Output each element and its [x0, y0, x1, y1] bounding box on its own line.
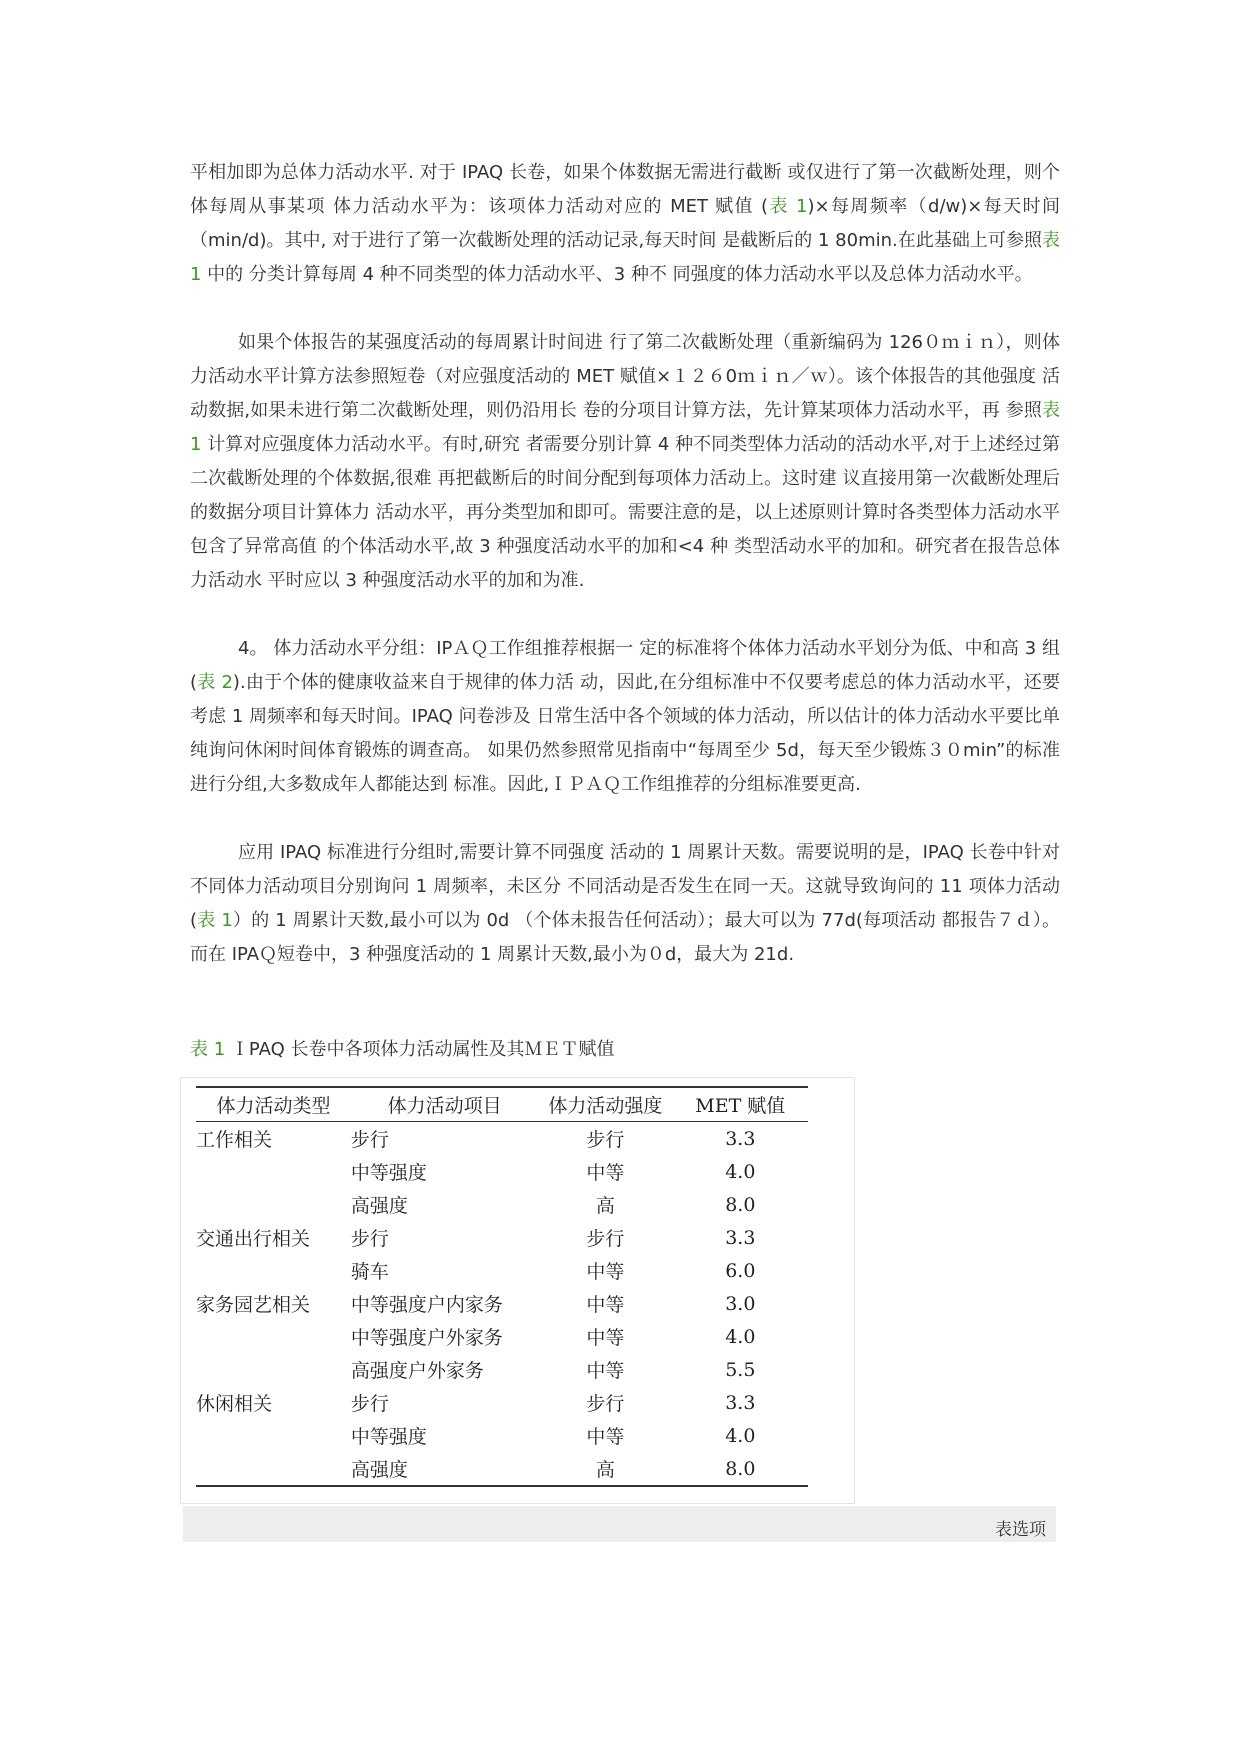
paragraph-text: 平相加即为总体力活动水平. 对于 IPAQ 长卷，如果个体数据无需进行截断 或仅进行了第一次截断处理，则个体每周从事某项 体力活动水平为：该项体力活动对应的 MET 赋值 ( — [190, 162, 1060, 217]
paragraph-text: ).由于个体的健康收益来自于规律的体力活 动，因此,在分组标准中不仅要考虑总的体力活动水平，还要考虑 1 周频率和每天时间。IPAQ 问卷涉及 日常生活中各个领域的体力活动，所以估计的体力活动水平要比单纯询问休闲时间体育锻炼的调查高。 如果仍然参照常见指南中“每周至少 5d，每天至少锻炼３０min”的标准进行分组,大多数成年人都能达到 标准。因此,ＩＰＡＱ工作组推荐的分组标准要更高. — [190, 672, 1060, 795]
table-row — [196, 1353, 808, 1386]
cell-activity-item: 中等强度户外家务 — [350, 1327, 503, 1349]
cell-intensity: 高 — [538, 1452, 672, 1486]
paragraph-text: 中的 分类计算每周 4 种不同类型的体力活动水平、3 种不 同强度的体力活动水平以及总体力活动水平。 — [201, 264, 1033, 285]
cell-intensity: 步行 — [586, 1228, 625, 1250]
cell-intensity: 步行 — [586, 1129, 625, 1151]
table-reference-link[interactable]: 表 1 — [190, 230, 1060, 285]
table-row — [196, 1122, 808, 1156]
cell-activity-type — [196, 1452, 351, 1486]
paragraph-text: 4。 体力活动水平分组：IPＡＱ工作组推荐根据一 定的标准将个体体力活动水平划分为低、中和高 3 组 ( — [190, 638, 1060, 693]
paragraph-2 — [190, 326, 1060, 598]
table-caption-text: ＩPAQ 长卷中各项体力活动属性及其ＭＥＴ赋值 — [225, 1039, 615, 1060]
cell-activity-type — [196, 1320, 351, 1353]
header-met-value: MET 赋值 — [673, 1087, 808, 1122]
cell-met-value: 4.0 — [725, 1424, 756, 1447]
table-row — [196, 1221, 808, 1254]
table-caption-link[interactable]: 表 1 — [190, 1039, 226, 1060]
header-activity-item: 体力活动项目 — [351, 1087, 538, 1122]
cell-activity-item: 高强度 — [350, 1195, 408, 1217]
table-row — [196, 1320, 808, 1353]
table-header-row — [196, 1087, 808, 1122]
article-body — [190, 156, 1060, 972]
paragraph-text: 计算对应强度体力活动水平。有时,研究 者需要分别计算 4 种不同类型体力活动的活动水平,对于上述经过第二次截断处理的个体数据,很难 再把截断后的时间分配到每项体力活动上。这时建 议直接用第一次截断处理后的数据分项目计算体力 活动水平，再分类型加和即可。需要注意的是，以上述原则计算时各类型体力活动水平包含了异常高值 的个体活动水平,故 3 种强度活动水平的加和<4 种 类型活动水平的加和。研究者在报告总体力活动水 平时应以 3 种强度活动水平的加和为准. — [190, 434, 1060, 591]
table-reference-link[interactable]: 表 1 — [197, 910, 233, 931]
paragraph-text: 应用 IPAQ 标准进行分组时,需要计算不同强度 活动的 1 周累计天数。需要说明的是，IPAQ 长卷中针对不同体力活动项目分别询问 1 周频率，未区分 不同活动是否发生在同一天。这就导致询问的 11 项体力活动( — [190, 842, 1060, 931]
table-row — [196, 1155, 808, 1188]
cell-activity-type — [196, 1254, 351, 1287]
cell-activity-type — [196, 1188, 351, 1221]
cell-activity-item: 高强度 — [351, 1452, 538, 1486]
paragraph-3 — [190, 632, 1060, 802]
cell-met-value: 3.3 — [725, 1127, 756, 1150]
table-row — [196, 1452, 808, 1486]
cell-activity-type: 工作相关 — [196, 1129, 273, 1151]
paragraph-text: )×每周频率（d/w)×每天时间（min/d)。其中, 对于进行了第一次截断处理的活动记录,每天时间 是截断后的 1 80min.在此基础上可参照 — [190, 196, 1060, 251]
cell-intensity: 高 — [595, 1195, 615, 1217]
table-body — [196, 1122, 808, 1487]
cell-met-value: 8.0 — [673, 1452, 808, 1486]
paragraph-4 — [190, 836, 1060, 972]
met-table — [196, 1086, 808, 1487]
cell-activity-item: 步行 — [350, 1228, 389, 1250]
table-row — [196, 1188, 808, 1221]
paragraph-text: 如果个体报告的某强度活动的每周累计时间进 行了第二次截断处理（重新编码为 126０ｍｉｎ），则体 力活动水平计算方法参照短卷（对应强度活动的 MET 赋值×１２６0ｍｉｎ／ｗ）。该个体报告的其他强度 活动数据,如果未进行第二次截断处理，则仍沿用长 卷的分项目计算方法，先计算某项体力活动水平，再 参照 — [190, 332, 1060, 421]
cell-intensity: 步行 — [586, 1393, 625, 1415]
cell-met-value: 5.5 — [725, 1358, 756, 1381]
cell-met-value: 8.0 — [725, 1193, 756, 1216]
table-row — [196, 1254, 808, 1287]
cell-activity-type: 休闲相关 — [196, 1393, 273, 1415]
table-options-button[interactable]: 表选项 — [995, 1520, 1046, 1540]
cell-met-value: 3.3 — [725, 1226, 756, 1249]
table-reference-link[interactable]: 表 1 — [768, 196, 808, 217]
cell-activity-type — [196, 1353, 351, 1386]
cell-met-value: 3.3 — [725, 1391, 756, 1414]
cell-activity-item: 步行 — [350, 1129, 389, 1151]
table-reference-link[interactable]: 表 1 — [190, 400, 1060, 455]
cell-activity-type: 交通出行相关 — [196, 1228, 311, 1250]
cell-intensity: 中等 — [586, 1360, 625, 1382]
table-caption — [190, 1036, 615, 1064]
table-row — [196, 1287, 808, 1320]
cell-met-value: 4.0 — [725, 1160, 756, 1183]
header-activity-type: 体力活动类型 — [196, 1087, 351, 1122]
cell-activity-item: 中等强度户内家务 — [350, 1294, 503, 1316]
cell-activity-item: 骑车 — [350, 1261, 389, 1283]
table-image-frame — [180, 1077, 855, 1504]
cell-intensity: 中等 — [586, 1261, 625, 1283]
cell-met-value: 3.0 — [725, 1292, 756, 1315]
cell-intensity: 中等 — [586, 1294, 625, 1316]
cell-activity-item: 步行 — [350, 1393, 389, 1415]
cell-activity-type — [196, 1419, 351, 1452]
table-reference-link[interactable]: 表 2 — [197, 672, 233, 693]
table-row — [196, 1386, 808, 1419]
cell-activity-item: 高强度户外家务 — [350, 1360, 484, 1382]
table-options-bar — [183, 1506, 1056, 1542]
cell-activity-type: 家务园艺相关 — [196, 1294, 311, 1316]
cell-activity-item: 中等强度 — [350, 1162, 427, 1184]
cell-met-value: 6.0 — [725, 1259, 756, 1282]
cell-intensity: 中等 — [586, 1327, 625, 1349]
table-row — [196, 1419, 808, 1452]
paragraph-1 — [190, 156, 1060, 292]
cell-met-value: 4.0 — [725, 1325, 756, 1348]
cell-intensity: 中等 — [586, 1426, 625, 1448]
cell-activity-type — [196, 1155, 351, 1188]
cell-intensity: 中等 — [586, 1162, 625, 1184]
paragraph-text: ）的 1 周累计天数,最小可以为 0d （个体未报告任何活动）；最大可以为 77d(每项活动 都报告７ｄ）。而在 IPAＱ短卷中，3 种强度活动的 1 周累计天数,最小为０d，最大为 21d. — [190, 910, 1060, 965]
header-intensity: 体力活动强度 — [538, 1087, 672, 1122]
cell-activity-item: 中等强度 — [350, 1426, 427, 1448]
